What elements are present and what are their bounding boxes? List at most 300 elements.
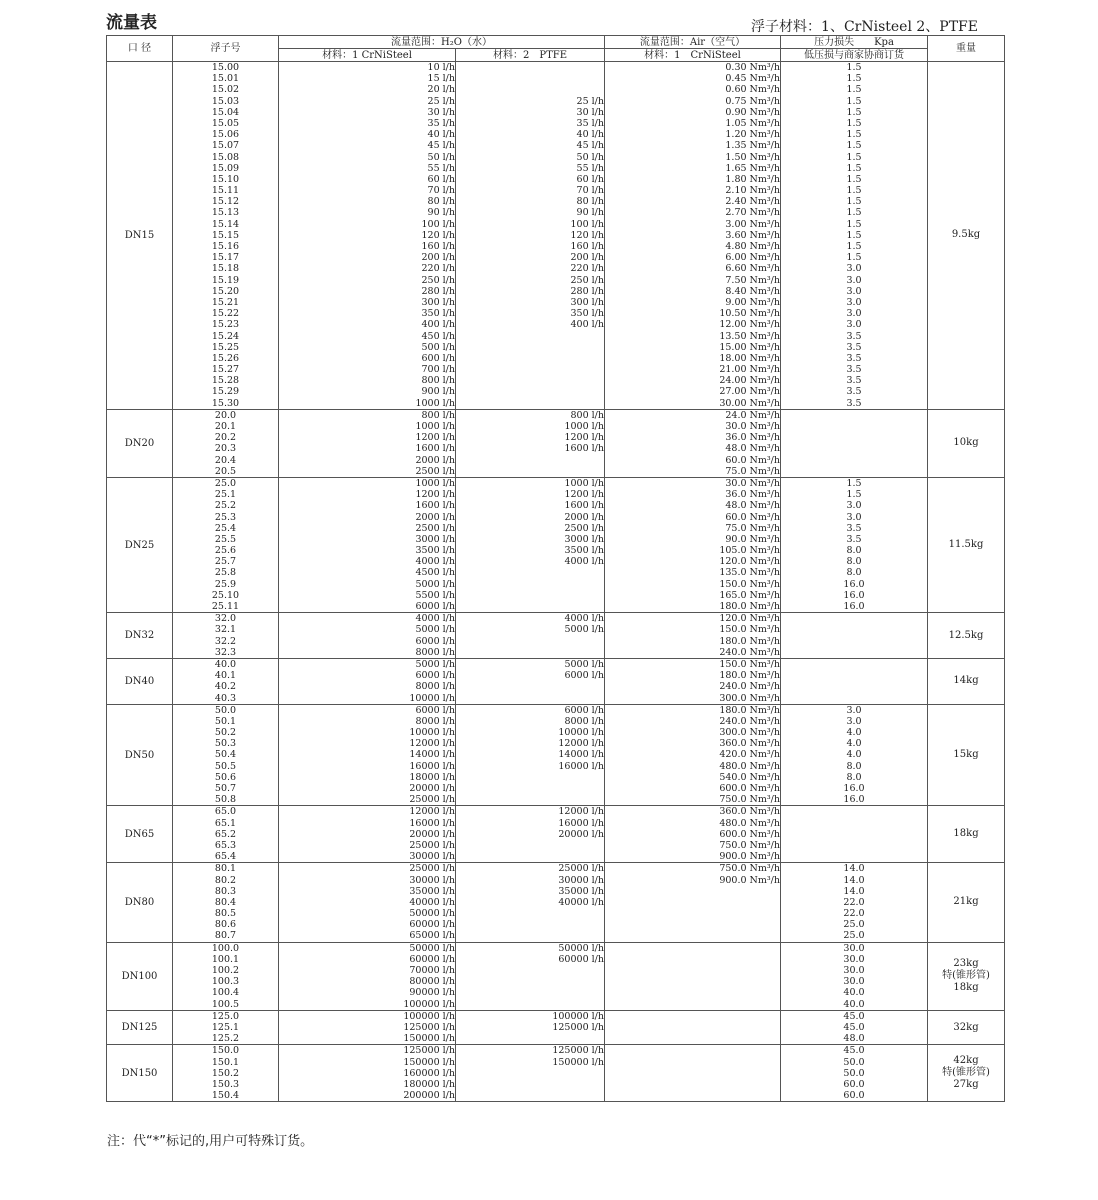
float-number-cell <box>173 477 279 612</box>
water-flow-ptfe <box>456 62 604 73</box>
diameter-cell: DN20 <box>107 409 173 477</box>
float-number: 15.01 <box>211 73 240 85</box>
water-flow-crnisteel: 25 l/h <box>427 95 455 107</box>
water-flow-crnisteel: 4500 l/h <box>415 567 455 579</box>
pressure-loss: 3.0 <box>846 296 862 308</box>
water-flow-crnisteel-cell <box>279 1045 456 1102</box>
water-flow-crnisteel: 1000 l/h <box>415 397 455 409</box>
air-flow-crnisteel: 30.0 Nm³/h <box>725 421 780 432</box>
table-row <box>107 477 1005 612</box>
water-flow-ptfe: 35000 l/h <box>558 885 604 897</box>
float-number: 150.4 <box>211 1090 240 1102</box>
water-flow-crnisteel: 6000 l/h <box>415 704 455 716</box>
water-flow-crnisteel: 60 l/h <box>427 173 455 185</box>
water-flow-ptfe: 10000 l/h <box>558 727 604 739</box>
pressure-loss: 14.0 <box>843 885 865 897</box>
float-number: 25.2 <box>214 500 237 512</box>
float-number: 15.26 <box>211 352 240 364</box>
water-flow-ptfe: 55 l/h <box>576 162 604 174</box>
float-number: 100.5 <box>211 998 240 1010</box>
table-row <box>107 658 1005 704</box>
float-number: 15.17 <box>211 252 240 264</box>
air-flow-crnisteel: 180.0 Nm³/h <box>719 601 780 612</box>
water-flow-ptfe: 2500 l/h <box>564 522 604 534</box>
float-number-cell <box>173 62 279 410</box>
weight-value: 18kg <box>953 828 979 840</box>
air-flow-crnisteel: 4.80 Nm³/h <box>725 241 780 252</box>
float-number: 20.3 <box>214 443 237 455</box>
water-flow-ptfe: 80 l/h <box>576 196 604 208</box>
header-water-material-2: 材料：2 PTFE <box>456 49 605 62</box>
water-flow-crnisteel: 8000 l/h <box>415 646 455 658</box>
float-number: 25.5 <box>214 533 237 545</box>
air-flow-crnisteel: 360.0 Nm³/h <box>719 738 780 750</box>
water-flow-ptfe: 8000 l/h <box>564 715 604 727</box>
water-flow-crnisteel: 80000 l/h <box>409 976 455 988</box>
weight-value: 15kg <box>953 749 979 761</box>
float-number: 50.3 <box>214 738 237 750</box>
pressure-loss: 8.0 <box>846 545 862 557</box>
float-number: 80.4 <box>214 896 237 908</box>
pressure-loss-cell <box>781 658 928 704</box>
diameter-cell: DN80 <box>107 863 173 942</box>
water-flow-ptfe-cell <box>456 1045 605 1102</box>
water-flow-ptfe: 35 l/h <box>576 117 604 129</box>
water-flow-ptfe: 1200 l/h <box>564 489 604 501</box>
air-flow-crnisteel: 480.0 Nm³/h <box>719 760 780 772</box>
header-weight: 重量 <box>928 36 1005 62</box>
air-flow-crnisteel-cell <box>605 942 781 1010</box>
pressure-loss-cell <box>781 704 928 806</box>
water-flow-ptfe <box>456 73 604 84</box>
air-flow-crnisteel: 120.0 Nm³/h <box>719 613 780 625</box>
float-number: 32.3 <box>214 646 237 658</box>
float-number: 80.3 <box>214 885 237 897</box>
water-flow-crnisteel: 160 l/h <box>421 241 455 252</box>
pressure-loss: 1.5 <box>846 62 862 73</box>
pressure-loss: 22.0 <box>843 908 865 920</box>
float-number-cell <box>173 942 279 1010</box>
water-flow-ptfe: 4000 l/h <box>564 613 604 625</box>
float-number: 25.10 <box>211 589 240 601</box>
pressure-loss: 1.5 <box>846 489 862 501</box>
air-flow-crnisteel: 0.90 Nm³/h <box>725 106 780 118</box>
air-flow-crnisteel: 27.00 Nm³/h <box>719 386 780 398</box>
pressure-loss: 30.0 <box>843 976 865 988</box>
page-title: 流量表 <box>106 13 157 33</box>
water-flow-ptfe: 25000 l/h <box>558 863 604 875</box>
float-number: 15.08 <box>211 151 240 163</box>
water-flow-crnisteel: 55 l/h <box>427 162 455 174</box>
water-flow-crnisteel: 8000 l/h <box>415 681 455 693</box>
pressure-loss: 14.0 <box>843 863 865 875</box>
table-row <box>107 613 1005 659</box>
float-number: 15.25 <box>211 341 240 353</box>
air-flow-crnisteel-cell <box>605 1010 781 1045</box>
pressure-loss: 1.5 <box>846 218 862 230</box>
water-flow-ptfe: 45 l/h <box>576 140 604 152</box>
pressure-loss: 8.0 <box>846 760 862 772</box>
water-flow-crnisteel: 25000 l/h <box>409 839 455 851</box>
float-number: 100.0 <box>211 942 240 954</box>
float-number-cell <box>173 658 279 704</box>
float-number: 15.03 <box>211 95 240 107</box>
water-flow-ptfe: 2000 l/h <box>564 511 604 523</box>
pressure-loss: 1.5 <box>846 73 862 85</box>
water-flow-ptfe: 90 l/h <box>576 207 604 219</box>
pressure-loss: 50.0 <box>843 1056 865 1068</box>
water-flow-ptfe: 350 l/h <box>570 308 604 320</box>
table-body <box>107 62 1005 1102</box>
water-flow-ptfe: 800 l/h <box>570 409 604 421</box>
water-flow-crnisteel: 400 l/h <box>421 319 455 331</box>
water-flow-crnisteel: 6000 l/h <box>415 635 455 647</box>
water-flow-crnisteel: 1200 l/h <box>415 489 455 501</box>
water-flow-crnisteel: 5000 l/h <box>415 624 455 636</box>
flow-table <box>106 35 1005 1102</box>
air-flow-crnisteel-cell <box>605 1045 781 1102</box>
water-flow-crnisteel: 125000 l/h <box>403 1021 455 1033</box>
air-flow-crnisteel: 600.0 Nm³/h <box>719 783 780 794</box>
pressure-loss: 3.5 <box>846 364 862 376</box>
water-flow-crnisteel: 600 l/h <box>421 352 455 364</box>
header-pressure-note: 低压损与商家协商订货 <box>781 49 928 62</box>
water-flow-crnisteel: 45 l/h <box>427 140 455 152</box>
water-flow-ptfe-cell <box>456 1010 605 1045</box>
float-number: 100.3 <box>211 976 240 988</box>
pressure-loss: 1.5 <box>846 207 862 219</box>
weight-cell <box>928 942 1005 1010</box>
pressure-loss: 48.0 <box>843 1033 865 1045</box>
water-flow-crnisteel: 2000 l/h <box>415 454 455 466</box>
weight-value: 10kg <box>953 437 979 449</box>
water-flow-crnisteel: 5000 l/h <box>415 578 455 590</box>
pressure-loss-cell <box>781 477 928 612</box>
water-flow-crnisteel: 6000 l/h <box>415 601 455 612</box>
header-water-range: 流量范围：H₂O（水） <box>279 36 605 49</box>
water-flow-ptfe: 150000 l/h <box>552 1056 604 1068</box>
float-number: 40.1 <box>214 670 237 682</box>
water-flow-ptfe: 1600 l/h <box>564 500 604 512</box>
water-flow-crnisteel: 800 l/h <box>421 375 455 387</box>
water-flow-crnisteel: 200 l/h <box>421 252 455 264</box>
water-flow-ptfe: 14000 l/h <box>558 749 604 761</box>
water-flow-ptfe: 60 l/h <box>576 173 604 185</box>
float-number: 15.21 <box>211 296 240 308</box>
water-flow-crnisteel: 100000 l/h <box>403 998 455 1010</box>
pressure-loss: 4.0 <box>846 738 862 750</box>
water-flow-ptfe-cell <box>456 658 605 704</box>
float-number-cell <box>173 863 279 942</box>
pressure-loss-cell <box>781 1045 928 1102</box>
float-number-cell <box>173 806 279 863</box>
weight-value: 11.5kg <box>948 539 984 551</box>
weight-cell <box>928 613 1005 659</box>
water-flow-crnisteel: 30000 l/h <box>409 851 455 863</box>
air-flow-crnisteel-cell <box>605 62 781 410</box>
water-flow-crnisteel: 70000 l/h <box>409 965 455 976</box>
float-number: 15.15 <box>211 229 240 241</box>
pressure-loss-cell <box>781 863 928 942</box>
float-number: 15.04 <box>211 106 240 118</box>
air-flow-crnisteel: 750.0 Nm³/h <box>719 839 780 851</box>
water-flow-crnisteel-cell <box>279 1010 456 1045</box>
air-flow-crnisteel: 1.50 Nm³/h <box>725 151 780 163</box>
pressure-loss-cell <box>781 942 928 1010</box>
float-number: 15.13 <box>211 207 240 219</box>
pressure-loss: 25.0 <box>843 930 865 942</box>
float-number: 80.2 <box>214 874 237 886</box>
pressure-loss-cell <box>781 806 928 863</box>
pressure-loss: 8.0 <box>846 567 862 579</box>
water-flow-crnisteel: 150000 l/h <box>403 1056 455 1068</box>
weight-cell <box>928 477 1005 612</box>
water-flow-crnisteel: 60000 l/h <box>409 953 455 965</box>
float-number: 65.0 <box>214 806 237 818</box>
float-number: 15.23 <box>211 319 240 331</box>
pressure-loss: 8.0 <box>846 771 862 783</box>
air-flow-crnisteel: 150.0 Nm³/h <box>719 658 780 670</box>
pressure-loss: 4.0 <box>846 749 862 761</box>
pressure-loss: 3.5 <box>846 386 862 398</box>
pressure-loss-cell <box>781 62 928 410</box>
air-flow-crnisteel-cell <box>605 658 781 704</box>
pressure-loss: 1.5 <box>846 140 862 152</box>
pressure-loss: 1.5 <box>846 117 862 129</box>
air-flow-crnisteel: 13.50 Nm³/h <box>719 330 780 342</box>
diameter-cell: DN125 <box>107 1010 173 1045</box>
water-flow-crnisteel: 2500 l/h <box>415 465 455 477</box>
weight-value: 23kg <box>953 958 979 970</box>
water-flow-crnisteel: 8000 l/h <box>415 715 455 727</box>
air-flow-crnisteel: 240.0 Nm³/h <box>719 715 780 727</box>
water-flow-ptfe: 30000 l/h <box>558 874 604 886</box>
float-number: 15.02 <box>211 84 240 96</box>
float-number: 20.5 <box>214 465 237 477</box>
water-flow-crnisteel: 2000 l/h <box>415 511 455 523</box>
water-flow-crnisteel: 50000 l/h <box>409 942 455 954</box>
weight-cell <box>928 806 1005 863</box>
pressure-loss: 1.5 <box>846 162 862 174</box>
water-flow-crnisteel: 3000 l/h <box>415 533 455 545</box>
water-flow-crnisteel: 15 l/h <box>427 73 455 85</box>
air-flow-crnisteel: 135.0 Nm³/h <box>719 567 780 579</box>
air-flow-crnisteel: 6.60 Nm³/h <box>725 263 780 275</box>
weight-cell <box>928 1045 1005 1102</box>
weight-cell <box>928 409 1005 477</box>
water-flow-crnisteel: 450 l/h <box>421 330 455 342</box>
weight-value: 18kg <box>953 982 979 994</box>
pressure-loss-cell <box>781 409 928 477</box>
water-flow-ptfe: 125000 l/h <box>552 1045 604 1057</box>
air-flow-crnisteel: 1.35 Nm³/h <box>725 140 780 152</box>
water-flow-ptfe: 5000 l/h <box>564 624 604 636</box>
float-number: 40.2 <box>214 681 237 693</box>
header-float-no: 浮子号 <box>173 36 279 62</box>
air-flow-crnisteel: 8.40 Nm³/h <box>725 285 780 297</box>
water-flow-crnisteel-cell <box>279 806 456 863</box>
float-number: 15.29 <box>211 386 240 398</box>
float-number: 15.27 <box>211 364 240 376</box>
header-air-material-1: 材料：1 CrNiSteel <box>605 49 781 62</box>
air-flow-crnisteel: 0.60 Nm³/h <box>725 84 780 96</box>
water-flow-ptfe: 60000 l/h <box>558 953 604 965</box>
float-number: 80.7 <box>214 930 237 942</box>
weight-value: 27kg <box>953 1079 979 1091</box>
water-flow-crnisteel: 20000 l/h <box>409 783 455 794</box>
pressure-loss: 16.0 <box>843 601 865 612</box>
pressure-loss: 3.0 <box>846 511 862 523</box>
float-number: 32.1 <box>214 624 237 636</box>
table-row <box>107 806 1005 863</box>
float-number-cell <box>173 1045 279 1102</box>
pressure-loss: 16.0 <box>843 589 865 601</box>
float-number: 15.09 <box>211 162 240 174</box>
water-flow-crnisteel: 1600 l/h <box>415 443 455 455</box>
float-number: 15.18 <box>211 263 240 275</box>
water-flow-ptfe: 40 l/h <box>576 129 604 141</box>
air-flow-crnisteel: 0.45 Nm³/h <box>725 73 780 85</box>
water-flow-crnisteel: 800 l/h <box>421 409 455 421</box>
pressure-loss: 60.0 <box>843 1078 865 1090</box>
water-flow-crnisteel: 350 l/h <box>421 308 455 320</box>
water-flow-crnisteel: 4000 l/h <box>415 556 455 568</box>
pressure-loss: 3.0 <box>846 715 862 727</box>
air-flow-crnisteel: 0.30 Nm³/h <box>725 62 780 73</box>
air-flow-crnisteel: 10.50 Nm³/h <box>719 308 780 320</box>
float-number: 65.2 <box>214 828 237 840</box>
air-flow-crnisteel: 540.0 Nm³/h <box>719 771 780 783</box>
water-flow-ptfe: 30 l/h <box>576 106 604 118</box>
air-flow-crnisteel: 480.0 Nm³/h <box>719 817 780 829</box>
water-flow-crnisteel: 125000 l/h <box>403 1045 455 1057</box>
float-number: 40.3 <box>214 692 237 704</box>
float-number-cell <box>173 1010 279 1045</box>
water-flow-crnisteel-cell <box>279 477 456 612</box>
water-flow-crnisteel: 12000 l/h <box>409 738 455 750</box>
water-flow-crnisteel: 60000 l/h <box>409 919 455 931</box>
table-row <box>107 1010 1005 1045</box>
pressure-loss: 3.5 <box>846 375 862 387</box>
float-number: 50.0 <box>214 704 237 716</box>
water-flow-ptfe: 1000 l/h <box>564 477 604 489</box>
water-flow-crnisteel: 280 l/h <box>421 285 455 297</box>
water-flow-crnisteel: 50000 l/h <box>409 908 455 920</box>
air-flow-crnisteel-cell <box>605 409 781 477</box>
water-flow-crnisteel: 160000 l/h <box>403 1067 455 1079</box>
water-flow-crnisteel: 10000 l/h <box>409 692 455 704</box>
water-flow-ptfe: 16000 l/h <box>558 760 604 772</box>
pressure-loss: 60.0 <box>843 1090 865 1102</box>
float-number: 15.16 <box>211 241 240 252</box>
water-flow-crnisteel: 25000 l/h <box>409 863 455 875</box>
pressure-loss: 16.0 <box>843 578 865 590</box>
float-number: 50.6 <box>214 771 237 783</box>
water-flow-crnisteel: 16000 l/h <box>409 760 455 772</box>
water-flow-ptfe: 25 l/h <box>576 95 604 107</box>
diameter-cell: DN100 <box>107 942 173 1010</box>
pressure-loss: 45.0 <box>843 1045 865 1057</box>
air-flow-crnisteel: 180.0 Nm³/h <box>719 635 780 647</box>
float-number: 50.1 <box>214 715 237 727</box>
float-number: 80.5 <box>214 908 237 920</box>
air-flow-crnisteel: 48.0 Nm³/h <box>725 443 780 455</box>
air-flow-crnisteel: 750.0 Nm³/h <box>719 863 780 875</box>
air-flow-crnisteel: 1.80 Nm³/h <box>725 173 780 185</box>
water-flow-ptfe: 70 l/h <box>576 185 604 197</box>
pressure-loss: 25.0 <box>843 919 865 931</box>
water-flow-ptfe-cell <box>456 942 605 1010</box>
air-flow-crnisteel-cell <box>605 613 781 659</box>
pressure-loss: 50.0 <box>843 1067 865 1079</box>
air-flow-crnisteel: 1.65 Nm³/h <box>725 162 780 174</box>
water-flow-ptfe: 250 l/h <box>570 274 604 286</box>
weight-value: 特(锥形管) <box>942 970 990 982</box>
water-flow-crnisteel: 5500 l/h <box>415 589 455 601</box>
water-flow-crnisteel: 700 l/h <box>421 364 455 376</box>
float-number: 125.1 <box>211 1021 240 1033</box>
air-flow-crnisteel: 600.0 Nm³/h <box>719 828 780 840</box>
air-flow-crnisteel: 750.0 Nm³/h <box>719 794 780 806</box>
pressure-loss: 1.5 <box>846 95 862 107</box>
water-flow-crnisteel-cell <box>279 658 456 704</box>
float-number: 15.11 <box>211 185 240 197</box>
float-number: 15.00 <box>211 62 240 73</box>
pressure-loss: 3.0 <box>846 308 862 320</box>
weight-value: 14kg <box>953 675 979 687</box>
float-number: 125.2 <box>211 1033 240 1045</box>
water-flow-ptfe: 125000 l/h <box>552 1021 604 1033</box>
float-number: 50.5 <box>214 760 237 772</box>
header-water-material-1: 材料：1 CrNiSteel <box>279 49 456 62</box>
air-flow-crnisteel: 6.00 Nm³/h <box>725 252 780 264</box>
pressure-loss: 45.0 <box>843 1021 865 1033</box>
water-flow-crnisteel-cell <box>279 613 456 659</box>
float-number: 100.4 <box>211 987 240 999</box>
water-flow-crnisteel: 35 l/h <box>427 117 455 129</box>
weight-value: 9.5kg <box>951 229 981 241</box>
weight-value: 12.5kg <box>948 629 984 641</box>
float-number: 25.7 <box>214 556 237 568</box>
float-number: 40.0 <box>214 658 237 670</box>
water-flow-ptfe-cell <box>456 409 605 477</box>
weight-cell <box>928 863 1005 942</box>
weight-cell <box>928 658 1005 704</box>
water-flow-crnisteel: 18000 l/h <box>409 771 455 783</box>
pressure-loss: 1.5 <box>846 196 862 208</box>
pressure-loss: 14.0 <box>843 874 865 886</box>
float-number: 15.07 <box>211 140 240 152</box>
diameter-cell: DN25 <box>107 477 173 612</box>
water-flow-crnisteel: 150000 l/h <box>403 1033 455 1045</box>
water-flow-crnisteel: 250 l/h <box>421 274 455 286</box>
water-flow-ptfe-cell <box>456 704 605 806</box>
air-flow-crnisteel: 30.00 Nm³/h <box>719 397 780 409</box>
pressure-loss: 1.5 <box>846 129 862 141</box>
water-flow-crnisteel: 4000 l/h <box>415 613 455 625</box>
pressure-loss: 40.0 <box>843 998 865 1010</box>
water-flow-crnisteel: 2500 l/h <box>415 522 455 534</box>
float-number: 50.4 <box>214 749 237 761</box>
float-number: 25.6 <box>214 545 237 557</box>
water-flow-ptfe: 6000 l/h <box>564 670 604 682</box>
pressure-loss: 1.5 <box>846 229 862 241</box>
pressure-loss: 3.5 <box>846 341 862 353</box>
weight-value: 特(锥形管) <box>942 1067 990 1079</box>
water-flow-ptfe: 12000 l/h <box>558 806 604 818</box>
float-number: 25.8 <box>214 567 237 579</box>
float-number: 20.0 <box>214 409 237 421</box>
